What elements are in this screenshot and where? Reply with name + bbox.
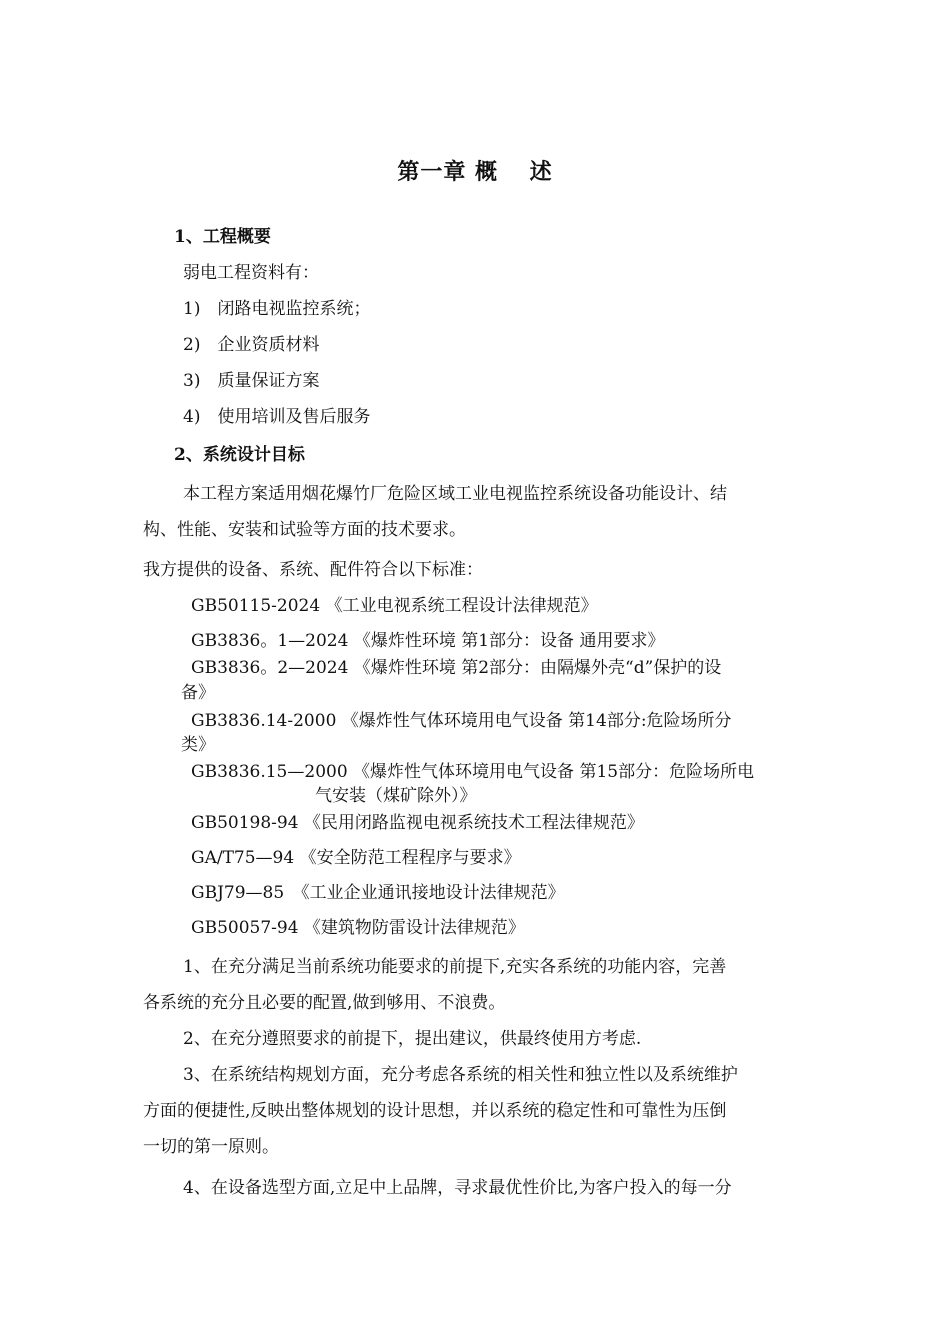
standard-item: GB50115-2024 《工业电视系统工程设计法律规范》 bbox=[191, 596, 598, 616]
standard-item: GB50198-94 《民用闭路监视电视系统技术工程法律规范》 bbox=[191, 813, 644, 833]
paragraph-line: 一切的第一原则。 bbox=[143, 1137, 279, 1157]
paragraph-line: 3、在系统结构规划方面，充分考虑各系统的相关性和独立性以及系统维护 bbox=[183, 1065, 738, 1085]
paragraph-line: 各系统的充分且必要的配置,做到够用、不浪费。 bbox=[143, 993, 506, 1013]
standards-intro: 我方提供的设备、系统、配件符合以下标准： bbox=[143, 560, 483, 580]
standard-item-continued: 类》 bbox=[181, 735, 215, 755]
section-1-intro: 弱电工程资料有： bbox=[183, 263, 319, 283]
paragraph-line: 1、在充分满足当前系统功能要求的前提下,充实各系统的功能内容，完善 bbox=[183, 957, 727, 977]
standard-item-continued: 气安装（煤矿除外）》 bbox=[315, 786, 477, 806]
list-item: 3) 质量保证方案 bbox=[183, 371, 320, 391]
section-1-heading: 1、工程概要 bbox=[174, 227, 271, 247]
paragraph-line: 构、性能、安装和试验等方面的技术要求。 bbox=[143, 520, 466, 540]
standard-item: GB3836。1—2024 《爆炸性环境 第1部分：设备 通用要求》 bbox=[191, 631, 665, 651]
list-item: 1) 闭路电视监控系统； bbox=[183, 299, 371, 319]
standard-item: GB3836。2—2024 《爆炸性环境 第2部分：由隔爆外壳“d”保护的设 bbox=[191, 658, 722, 678]
paragraph-line: 2、在充分遵照要求的前提下，提出建议，供最终使用方考虑. bbox=[183, 1029, 642, 1049]
standard-item: GA/T75—94 《安全防范工程程序与要求》 bbox=[191, 848, 521, 868]
standard-item: GB50057-94 《建筑物防雷设计法律规范》 bbox=[191, 918, 525, 938]
paragraph-line: 本工程方案适用烟花爆竹厂危险区域工业电视监控系统设备功能设计、结 bbox=[183, 484, 727, 504]
standard-item: GB3836.15—2000 《爆炸性气体环境用电气设备 第15部分：危险场所电 bbox=[191, 762, 755, 782]
paragraph-line: 4、在设备选型方面,立足中上品牌，寻求最优性价比,为客户投入的每一分 bbox=[183, 1178, 732, 1198]
paragraph-line: 方面的便捷性,反映出整体规划的设计思想，并以系统的稳定性和可靠性为压倒 bbox=[143, 1101, 727, 1121]
standard-item: GBJ79—85 《工业企业通讯接地设计法律规范》 bbox=[191, 883, 565, 903]
section-2-heading: 2、系统设计目标 bbox=[174, 445, 305, 465]
standard-item: GB3836.14-2000 《爆炸性气体环境用电气设备 第14部分:危险场所分 bbox=[191, 711, 732, 731]
list-item: 2) 企业资质材料 bbox=[183, 335, 320, 355]
list-item: 4) 使用培训及售后服务 bbox=[183, 407, 371, 427]
standard-item-continued: 备》 bbox=[181, 683, 215, 703]
chapter-title: 第一章 概 述 bbox=[397, 159, 553, 185]
